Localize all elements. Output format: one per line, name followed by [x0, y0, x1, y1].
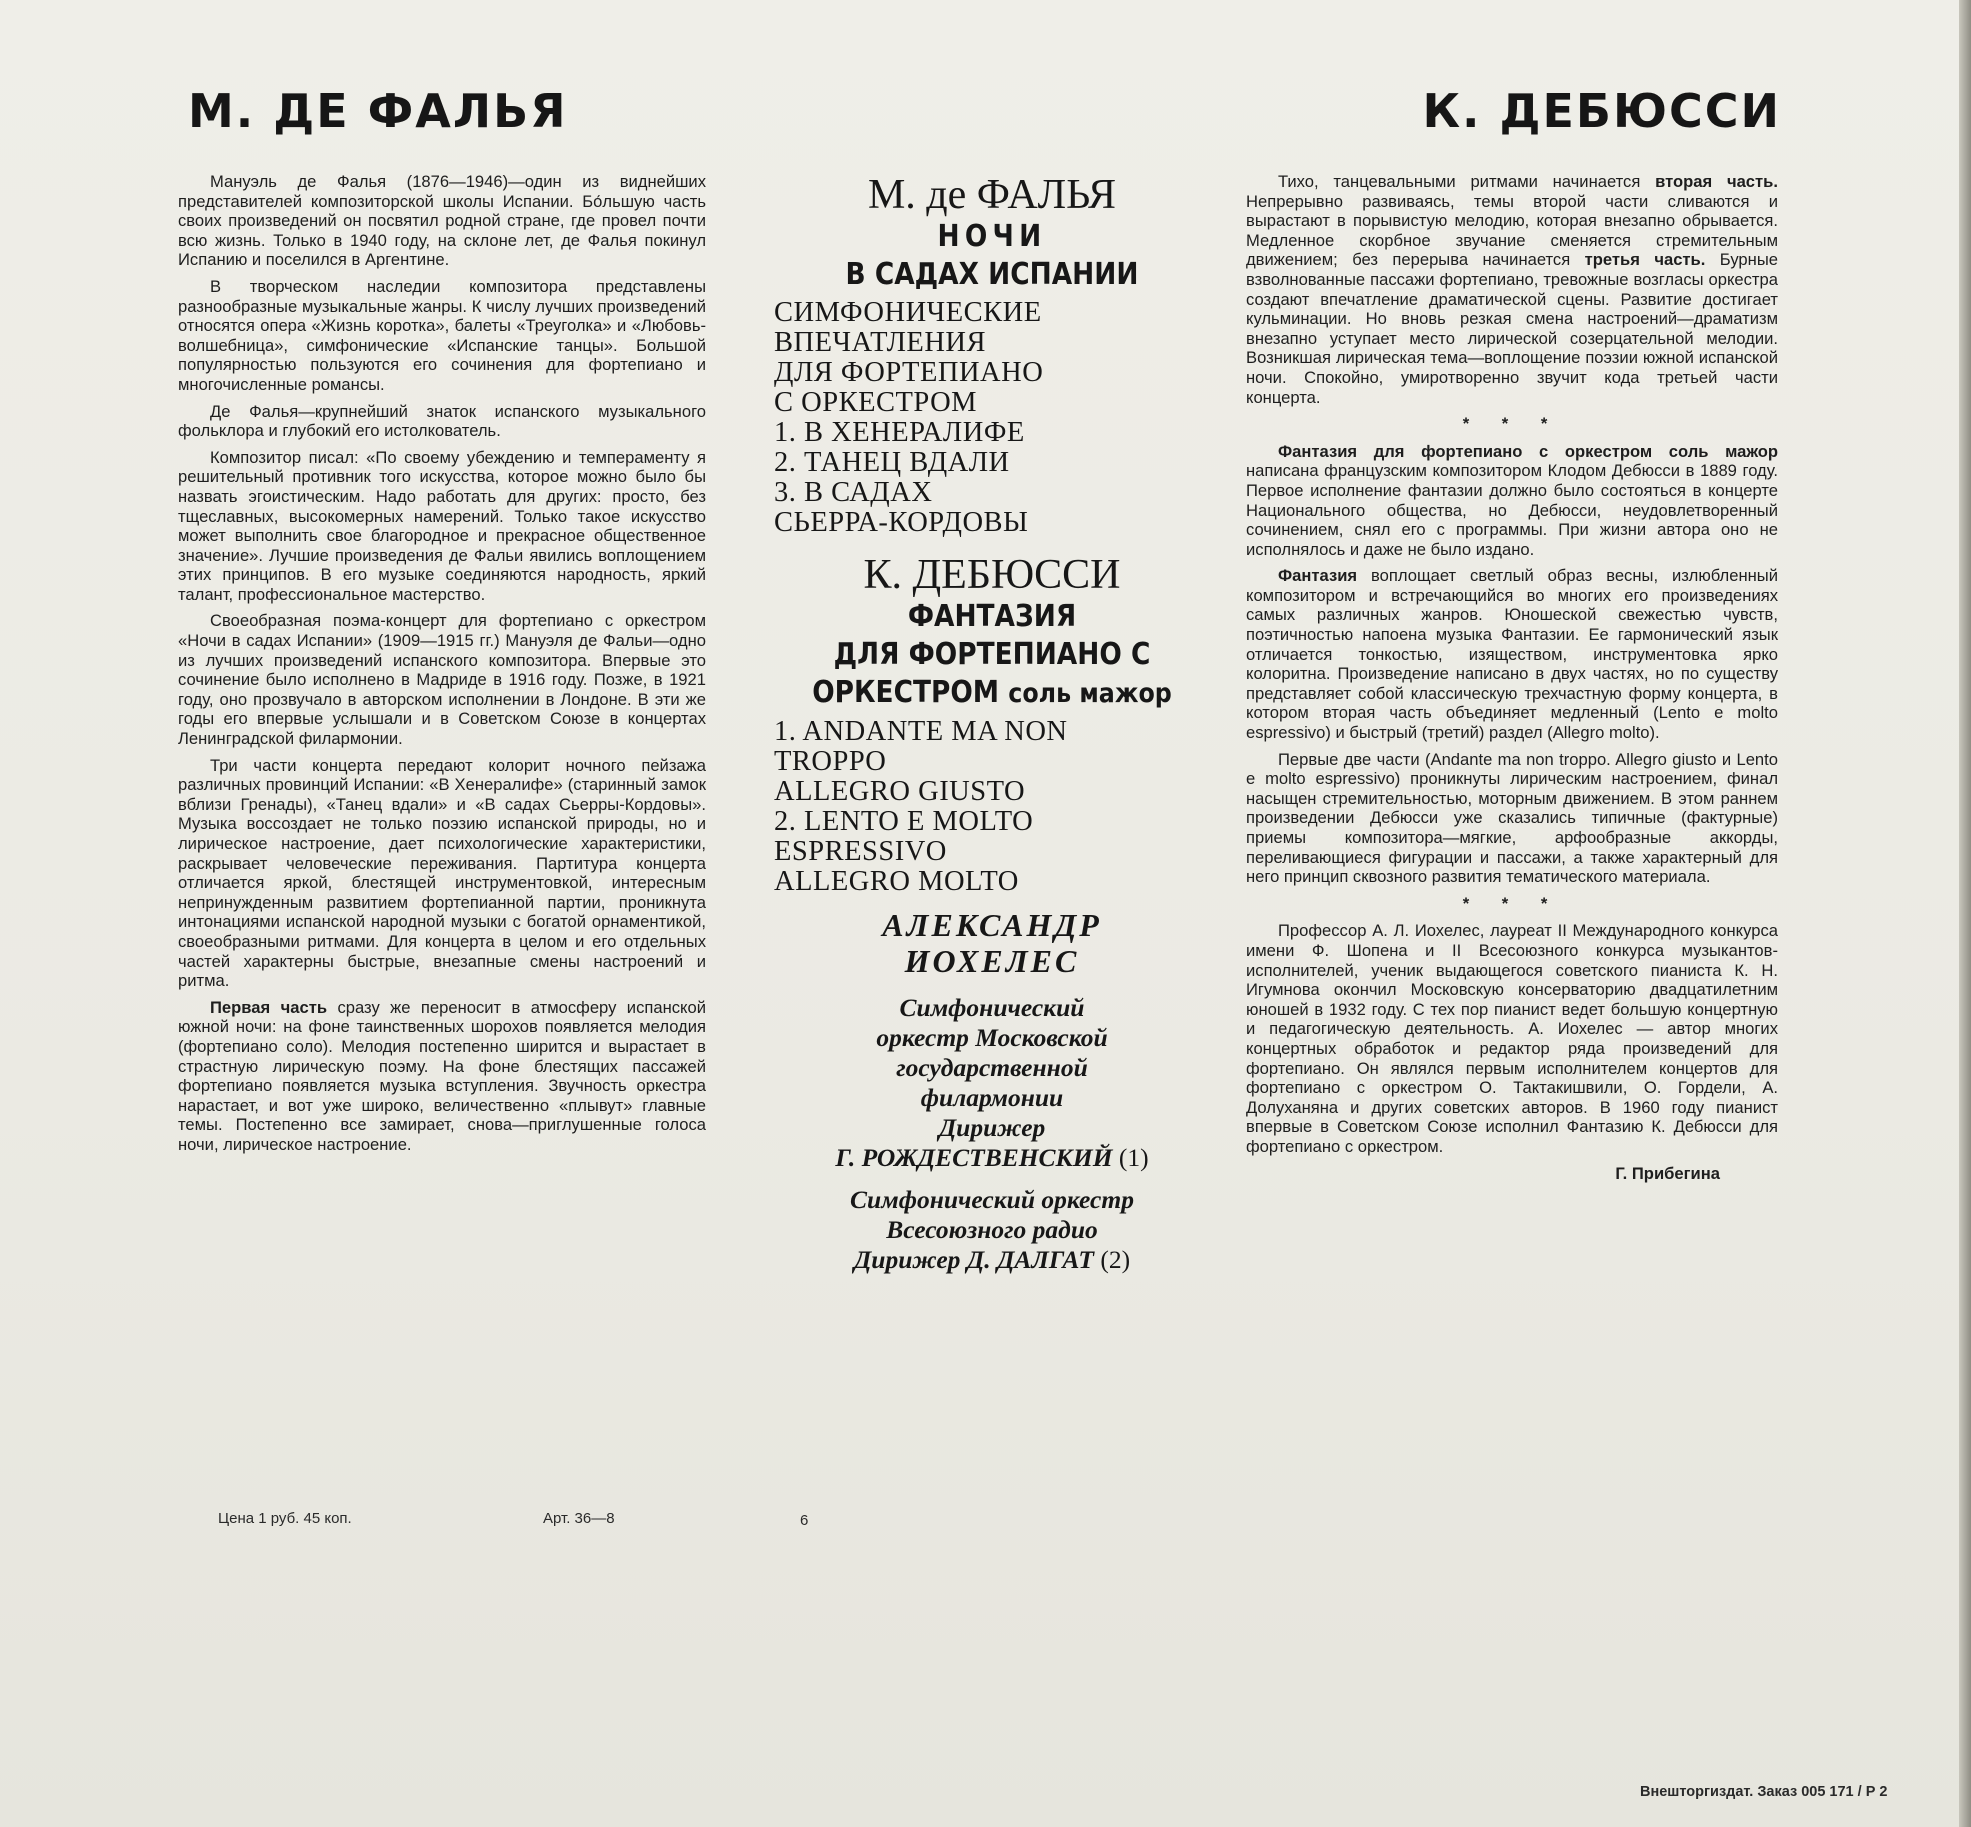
author-signature: Г. Прибегина: [1615, 1163, 1720, 1183]
notes-text: Непрерывно развиваясь, темы второй части сливаются и вырастают в порывистую мелодию, которая внезапно обрывается. Медленное скорбное звучание сменяется стремительным движением; без перерыва начинается: [1246, 191, 1778, 270]
falla-work-details: [774, 298, 1212, 538]
detail-line: ДЛЯ ФОРТЕПИАНО: [774, 357, 1044, 388]
notes-paragraph: Де Фалья—крупнейший знаток испанского музыкального фольклора и глубокий его истолкователь.: [178, 401, 706, 441]
section-divider: * * *: [1462, 414, 1562, 434]
credit-line: филармонии: [920, 1083, 1064, 1112]
section-divider: * * *: [1462, 893, 1562, 913]
soloist-first-name: АЛЕКСАНДР: [882, 907, 1102, 943]
credit-line: Симфонический оркестр: [850, 1185, 1134, 1214]
notes-text: Тихо, танцевальными ритмами начинается: [1278, 172, 1641, 191]
header-left-composer: М. ДЕ ФАЛЬЯ: [188, 84, 568, 138]
movement-2: 2. LENTO E MOLTO: [774, 806, 1034, 837]
debussy-work-title-line3: [798, 674, 1185, 713]
price-label: Цена 1 руб. 45 коп.: [218, 1510, 352, 1527]
debussy-movements: [774, 717, 1212, 897]
movement-2-section: ALLEGRO MOLTO: [774, 866, 1019, 897]
second-movement-label: вторая часть.: [1655, 172, 1778, 191]
movement-1-section: ALLEGRO GIUSTO: [774, 776, 1026, 807]
key-label: соль мажор: [1008, 678, 1172, 709]
notes-paragraph: В творческом наследии композитора представлены разнообразные музыкальные жанры. К числу лучших произведений относятся опера «Жизнь коротка», балеты «Треуголка» и «Любовь-волшебница», симфонические «Испанские танцы». Большой популярностью пользуются его сочинения для фортепиано и многочисленные романсы.: [178, 276, 706, 394]
notes-paragraph: [1246, 172, 1778, 407]
debussy-work-title: ФАНТАЗИЯ: [907, 599, 1077, 634]
movement-1: 1. В ХЕНЕРАЛИФЕ: [774, 417, 1025, 448]
notes-paragraph: Первые две части (Andante ma non troppo. Allegro giusto и Lento e molto espressivo) проникнуты лирическим настроением, финал насыщен стремительностью, моторным движением. В этом раннем произведении Дебюсси уже сказались типичные (фактурные) приемы композитора—мягкие, арфообразные аккорды, переливающиеся фигурации и пассажи, а также характерный для него принцип сквозного развития тематического материала.: [1246, 749, 1778, 887]
notes-paragraph: [178, 998, 706, 1155]
header-right-composer: К. ДЕБЮССИ: [1422, 84, 1781, 138]
credit-line: Дирижер: [938, 1113, 1046, 1142]
falla-work-title-line2: В САДАХ ИСПАНИИ: [845, 257, 1139, 292]
notes-text: сразу же переносит в атмосферу испанской южной ночи: на фоне таинственных шорохов появляется мелодия (фортепиано соло). Мелодия постепенно ширится и вырастает в страстную лирическую поэму. На фоне блестящих пассажей фортепиано появляется музыка вступления. Звучность оркестра нарастает, и вот уже широко, величественно «плывут» главные темы. Постепенно все замирает, снова—приглушенные голоса ночи, лирическое настроение.: [178, 997, 706, 1154]
falla-composer-name: М. де ФАЛЬЯ: [867, 172, 1117, 218]
notes-paragraph: Профессор А. Л. Иохелес, лауреат II Международного конкурса имени Ф. Шопена и II Всесоюзного конкурса музыкантов-исполнителей, ученик выдающегося советского пианиста К. Н. Игумнова окончил Московскую консерваторию двадцатилетним юношей в 1932 году. С тех пор пианист ведет большую концертную и педагогическую деятельность. А. Иохелес — автор многих концертных обработок и редактор ряда произведений для фортепиано. Он являлся первым исполнителем концертов для фортепиано с оркестром О. Тактакишвили, О. Гордели, А. Долуханяна и других советских авторов. В 1960 году пианист впервые в Советском Союзе исполнил Фантазию К. Дебюсси для фортепиано с оркестром.: [1246, 921, 1778, 1156]
conductor-name: Дирижер Д. ДАЛГАТ: [853, 1245, 1094, 1274]
fantasy-label: Фантазия: [1278, 566, 1358, 586]
falla-work-title: НОЧИ: [937, 219, 1047, 254]
notes-text: Бурные взволнованные пассажи фортепиано, тревожные возгласы оркестра создают впечатление драматической сцены. Развитие достигает кульминации. Но вновь резкая смена настроений—драматизм внезапно уступает место лирической созерцательной мелодии. Возникшая лирическая тема—воплощение поэзии южной испанской ночи. Спокойно, умиротворенно звучит кода третьей части концерта.: [1246, 250, 1778, 407]
movement-2: 2. ТАНЕЦ ВДАЛИ: [774, 447, 1010, 478]
soloist-name: [772, 907, 1212, 979]
debussy-composer-name: К. ДЕБЮССИ: [863, 552, 1121, 598]
conductor-line: [772, 1143, 1212, 1173]
notes-paragraph: [1246, 566, 1778, 742]
fantasy-title-inline: Фантазия для фортепиано с оркестром соль мажор: [1278, 441, 1778, 461]
conductor-line: [772, 1245, 1212, 1275]
orchestra-2-credit: [772, 1185, 1212, 1275]
notes-text: написана французским композитором Клодом Дебюсси в 1889 году. Первое исполнение фантазии должно было состояться в концерте Национального общества, но Дебюсси, неудовлетворенный сочинением, снял его с программы. При жизни автора оно не исполнялось и даже не было издано.: [1246, 461, 1778, 559]
credit-line: оркестр Московской: [876, 1023, 1108, 1052]
track-ref: (1): [1118, 1143, 1149, 1172]
third-movement-label: третья часть.: [1584, 250, 1706, 270]
notes-paragraph: Мануэль де Фалья (1876—1946)—один из виднейших представителей композиторской школы Испании. Бо́льшую часть своих произведений он посвятил родной стране, где провел почти всю жизнь. Только в 1940 году, на склоне лет, де Фалья покинул Испанию и поселился в Аргентине.: [178, 172, 706, 270]
notes-paragraph: Своеобразная поэма-концерт для фортепиано с оркестром «Ночи в садах Испании» (1909—1915 гг.) Мануэля де Фальи—одно из лучших произведений испанского композитора. Впервые это сочинение было исполнено в Мадриде в 1916 году. Позже, в 1921 году, оно прозвучало в авторском исполнении в Лондоне. В эти же годы его впервые услышали и в Советском Союзе в концертах Ленинградской филармонии.: [178, 611, 706, 749]
detail-line: СИМФОНИЧЕСКИЕ: [774, 297, 1042, 328]
notes-paragraph: Три части концерта передают колорит ночного пейзажа различных провинций Испании: «В Хенералифе» (старинный замок вблизи Гренады), «Танец вдали» и «В садах Сьерры-Кордовы». Музыка воссоздает не только поэзию испанской природы, но и лирическое настроение, дает психологические характеристики, раскрывает человеческие переживания. Партитура концерта отличается яркой, блестящей инструментовкой, интересным непринужденным развитием фортепианной партии, проникнута интонациями испанской народной музыки с богатой орнаментикой, своеобразными ритмами. Для концерта в целом и его отдельных частей характерны быстрые, внезапные смены настроений и ритма.: [178, 755, 706, 991]
first-movement-label: Первая часть: [210, 997, 328, 1017]
movement-1: 1. ANDANTE MA NON: [774, 716, 1068, 747]
notes-paragraph: Композитор писал: «По своему убеждению и темпераменту я решительный противник того искусства, которое можно было бы назвать эгоистическим. Надо работать для других: просто, без тщеславных, высокомерных намерений. Только такое искусство может выполнить свое благородное и прекрасное общественное значение». Лучшие произведения де Фальи явились воплощением этих принципов. В его музыке соединяются народность, яркий талант, профессиональное мастерство.: [178, 447, 706, 604]
sleeve-edge: [1959, 0, 1971, 1827]
debussy-notes-column: [1246, 172, 1778, 1183]
notes-text: воплощает светлый образ весны, излюбленный композитором и встречающийся во многих его произведениях самых различных жанров. Юношеской свежестью чувств, поэтичностью напоена музыка Фантазии. Ее гармонический язык отличается тонкостью, изяществом, инструментовка ярко колоритна. Произведение написано в двух частях, но по существу представляет собой классическую трехчастную форму концерта, в котором вторая часть объединяет медленный (Lento e molto espressivo) и быстрый (третий) раздел (Allegro molto).: [1246, 566, 1778, 743]
movement-1-cont: TROPPO: [774, 746, 887, 777]
credit-line: Всесоюзного радио: [886, 1215, 1098, 1244]
movement-3: 3. В САДАХ: [774, 477, 933, 508]
movement-3-cont: СЬЕРРА-КОРДОВЫ: [774, 507, 1029, 538]
debussy-work-title-line2: ДЛЯ ФОРТЕПИАНО С: [833, 637, 1151, 672]
credit-line: Симфонический: [899, 993, 1085, 1022]
credit-line: государственной: [896, 1053, 1088, 1082]
falla-notes-column: [178, 172, 706, 1162]
title-word: ОРКЕСТРОМ: [812, 675, 1000, 710]
detail-line: ВПЕЧАТЛЕНИЯ: [774, 327, 986, 358]
detail-line: С ОРКЕСТРОМ: [774, 387, 978, 418]
conductor-name: Г. РОЖДЕСТВЕНСКИЙ: [835, 1143, 1113, 1172]
catalog-art-number: Арт. 36—8: [543, 1510, 615, 1527]
page-number: 6: [800, 1512, 809, 1529]
printer-imprint: Внешторгиздат. Заказ 005 171 / Р 2: [1640, 1784, 1888, 1800]
orchestra-1-credit: [772, 993, 1212, 1173]
soloist-last-name: ИОХЕЛЕС: [904, 943, 1080, 979]
track-listing: [772, 172, 1212, 1287]
track-ref: (2): [1100, 1245, 1131, 1274]
notes-paragraph: [1246, 442, 1778, 560]
movement-2-cont: ESPRESSIVO: [774, 836, 947, 867]
